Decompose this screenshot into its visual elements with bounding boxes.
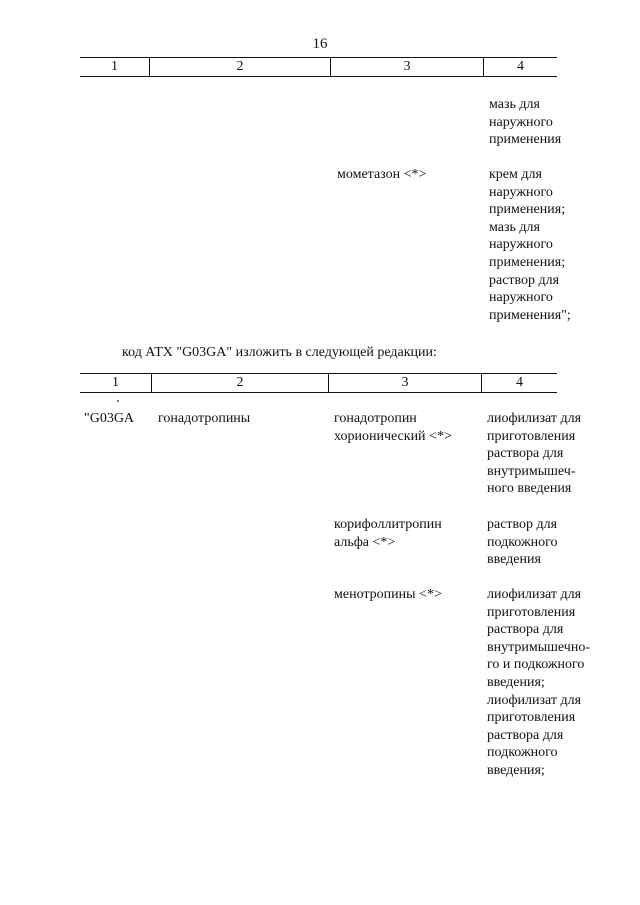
table2-header-col2: 2 [151,374,328,392]
table2-header-col1: 1 [112,375,119,390]
table1-row2-drug: мометазон <*> [337,167,427,182]
table1-header-col2: 2 [149,58,330,76]
table2-row2-form: раствор для подкожного введения [487,517,558,568]
table2-header-col4: 4 [481,374,557,392]
intro-text: код АТХ "G03GA" изложить в следующей редакции: [122,345,437,360]
table1-header [80,57,557,77]
table2-row1-form: лиофилизат для приготовления раствора для внутримышеч- ного введения [487,411,582,497]
table2-row3-drug: менотропины <*> [334,587,442,602]
table1-row1-form: мазь для наружного применения [489,97,562,148]
table2-row2-drug: корифоллитропин альфа <*> [334,517,442,550]
table2-header-col3: 3 [328,374,481,392]
table2-row1-drug: гонадотропин хорионический <*> [334,411,452,444]
table2-group: гонадотропины [158,411,251,426]
table1-header-col1: 1 [111,59,118,74]
table1-header-col4: 4 [483,58,557,76]
table2-code: "G03GA [84,411,135,426]
table2-row3-form: лиофилизат для приготовления раствора для внутримышечно- го и подкожного введения; лиофилизат для приготовления раствора для подкожного введения; [487,587,590,778]
table1-header-col3: 3 [330,58,483,76]
table1-row2-form: крем для наружного применения; мазь для наружного применения; раствор для наружного применения"; [489,167,571,323]
scan-speck [117,400,119,402]
page-number: 16 [312,36,328,52]
table2-header [80,373,557,393]
